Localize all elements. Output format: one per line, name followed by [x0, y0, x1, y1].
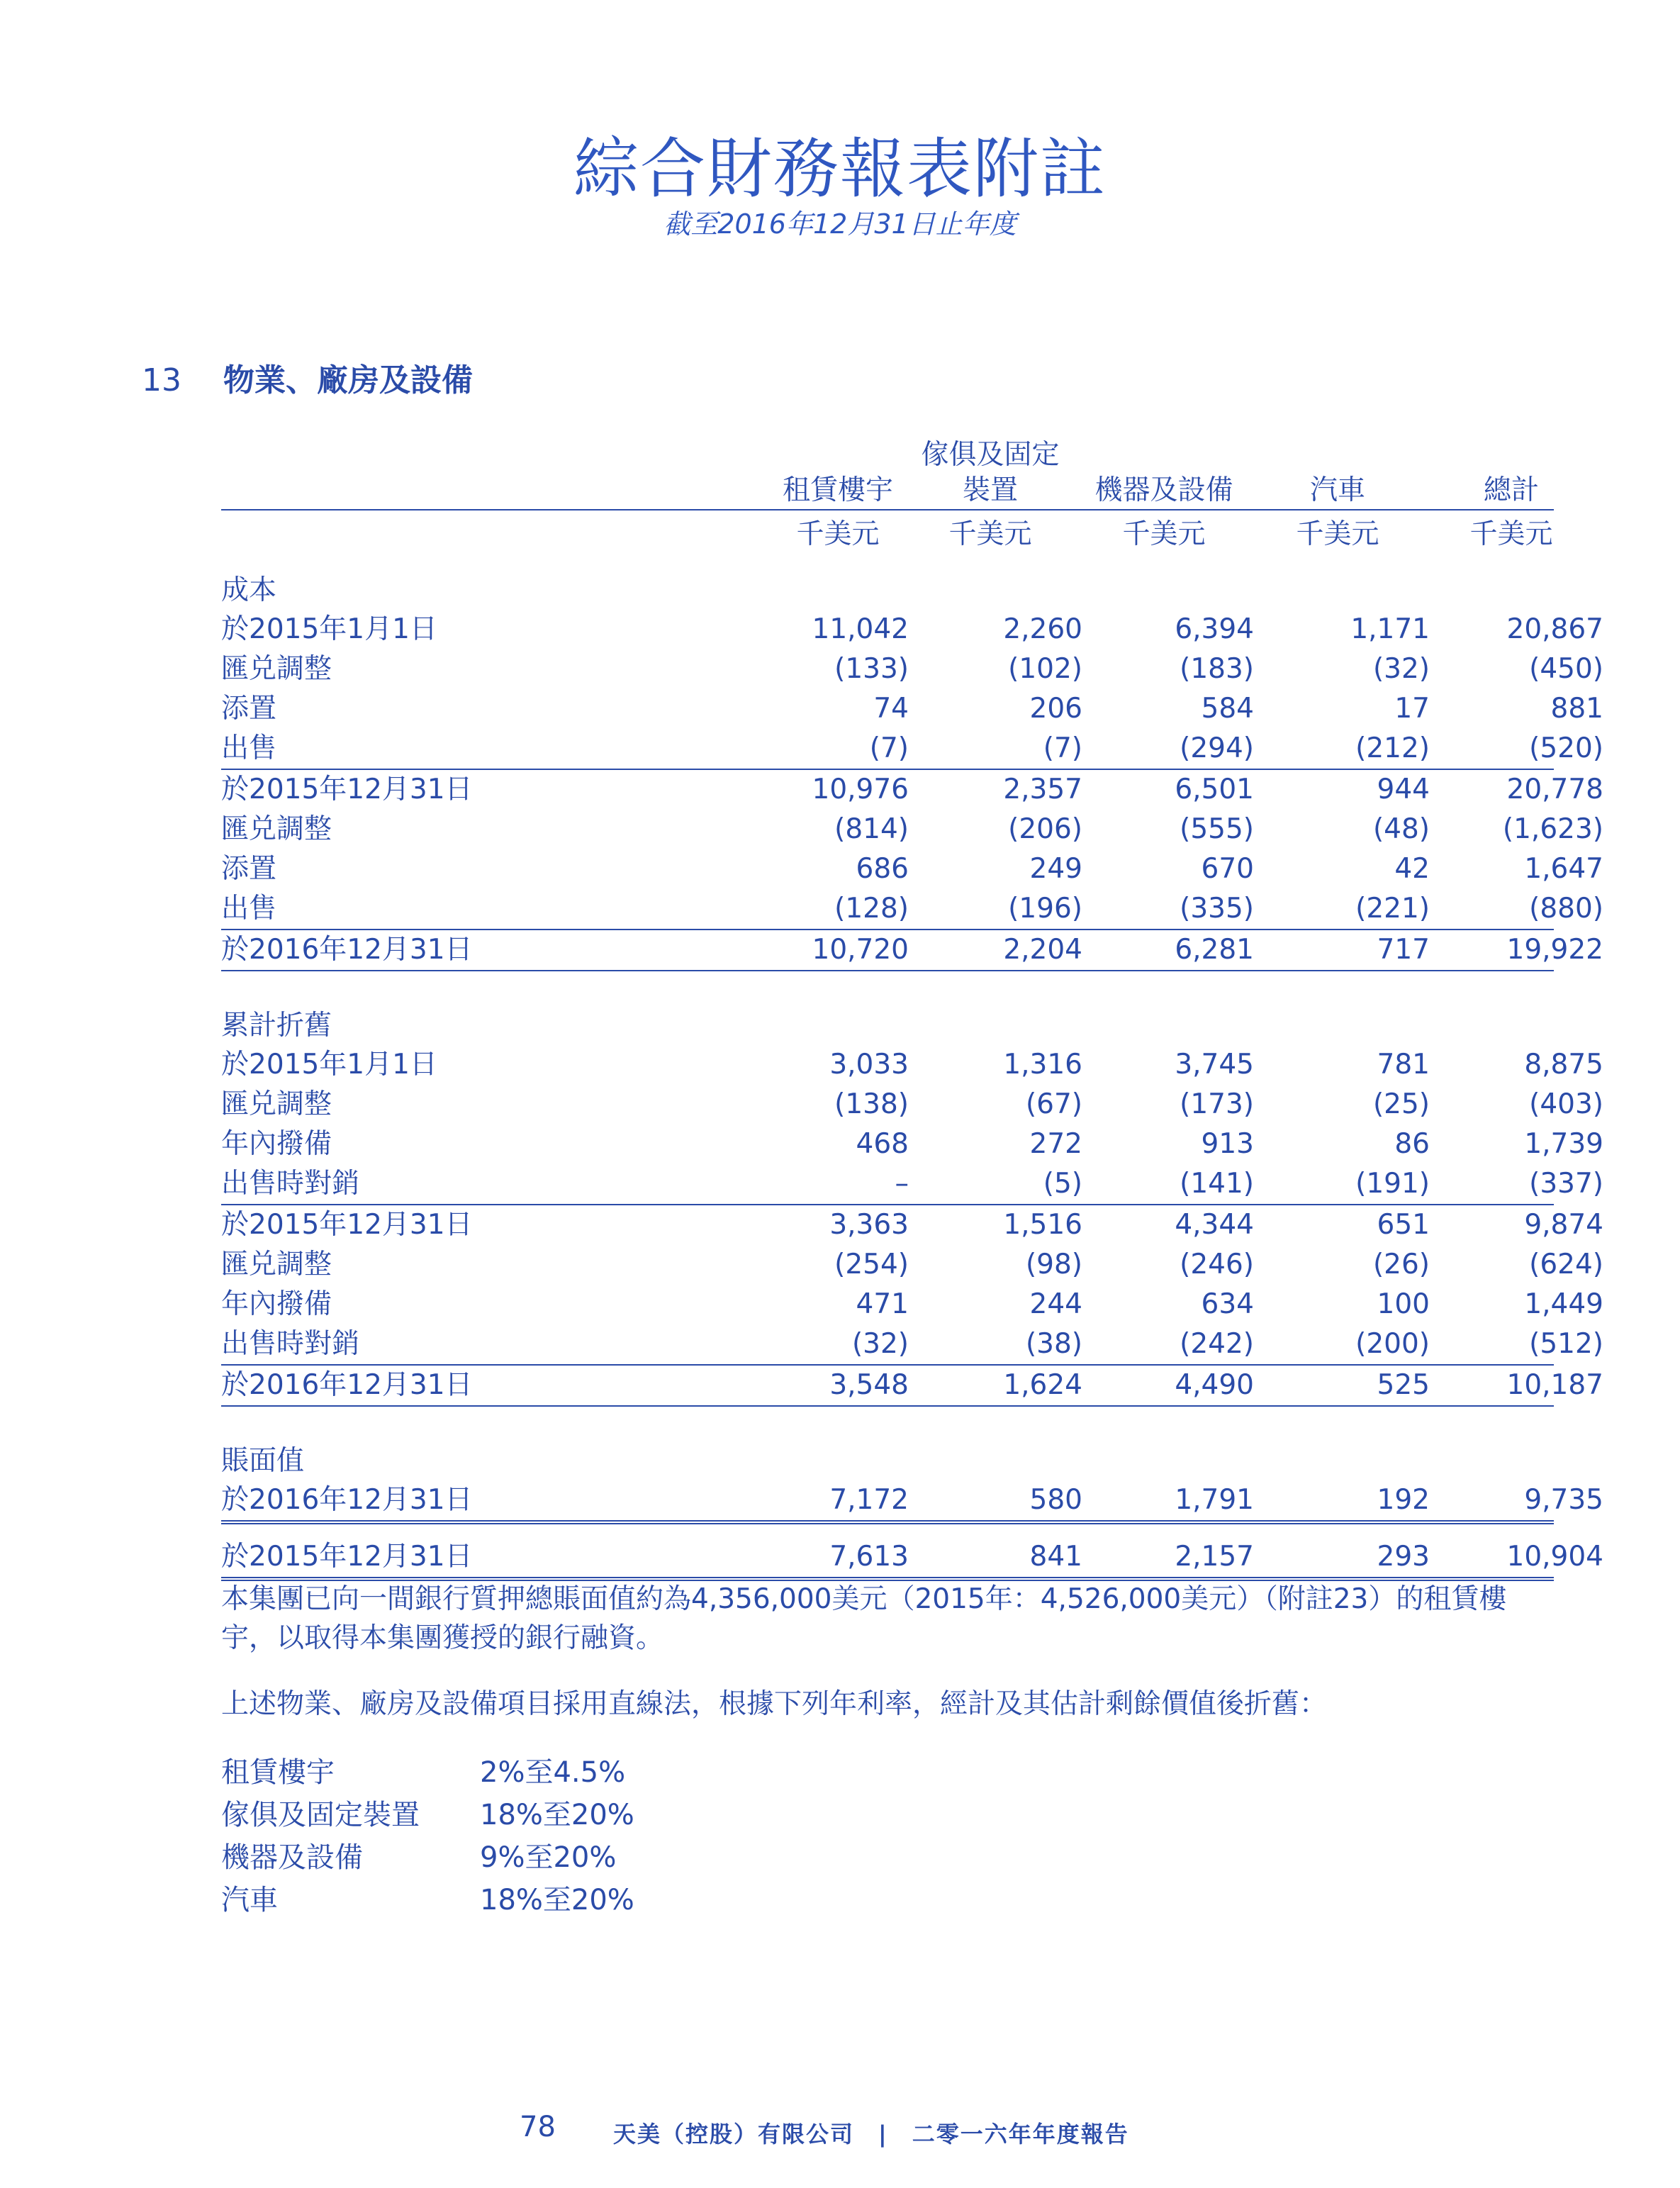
cell-value: 3,548	[829, 1369, 909, 1401]
table-row	[221, 1324, 1603, 1364]
header-rule	[221, 509, 1554, 510]
cell-value: 6,281	[1175, 934, 1254, 966]
depreciation-section-title	[221, 995, 1554, 1045]
cell-value: (38)	[1025, 1328, 1082, 1360]
table-row	[221, 929, 1603, 971]
cell-value: 634	[1201, 1288, 1254, 1320]
cell-value: 6,501	[1175, 774, 1254, 805]
cell-value: 19,922	[1506, 934, 1603, 966]
rate-value: 18%至20%	[480, 1884, 634, 1916]
table-row	[221, 1124, 1603, 1164]
cell-value: 651	[1377, 1209, 1430, 1241]
cell-value: (32)	[851, 1328, 909, 1360]
table-row	[221, 1045, 1603, 1085]
cell-value: 7,172	[829, 1484, 909, 1516]
row-label: 添置	[221, 693, 277, 725]
table-row	[221, 649, 1603, 689]
cell-value: 525	[1377, 1369, 1430, 1401]
cell-value: 206	[1029, 693, 1082, 725]
table-row	[221, 769, 1603, 810]
cell-value: 20,778	[1506, 774, 1603, 805]
cell-value: 74	[873, 693, 909, 725]
cell-value: 9,735	[1524, 1484, 1603, 1516]
cell-value: 7,613	[829, 1541, 909, 1573]
column-header-line2: 租賃樓宇	[782, 474, 893, 506]
cell-value: 2,157	[1175, 1541, 1254, 1573]
cell-value: (196)	[1008, 893, 1082, 925]
cell-value: 20,867	[1506, 613, 1603, 645]
cell-value: 244	[1029, 1288, 1082, 1320]
cell-value: 2,357	[1003, 774, 1082, 805]
cell-value: (200)	[1355, 1328, 1430, 1360]
section-label: 成本	[221, 574, 277, 606]
cell-value: (102)	[1008, 653, 1082, 685]
cell-value: (173)	[1180, 1088, 1254, 1120]
row-label: 出售	[221, 893, 277, 925]
cell-value: 944	[1377, 774, 1430, 805]
cell-value: (337)	[1529, 1168, 1603, 1200]
cell-value: (191)	[1355, 1168, 1430, 1200]
cell-value: (7)	[869, 732, 909, 764]
rate-asset-name: 租賃樓宇	[221, 1756, 335, 1789]
table-row	[221, 1085, 1603, 1124]
row-label: 出售	[221, 732, 277, 764]
table-row	[221, 1164, 1603, 1204]
cell-value: 1,739	[1524, 1128, 1603, 1160]
cell-value: (512)	[1529, 1328, 1603, 1360]
column-unit: 千美元	[796, 518, 880, 550]
cell-value: 1,647	[1524, 853, 1603, 885]
row-label: 年內撥備	[221, 1288, 332, 1320]
table-row	[221, 610, 1603, 649]
cell-value: (520)	[1529, 732, 1603, 764]
section-label: 賬面值	[221, 1445, 305, 1477]
cell-value: 100	[1377, 1288, 1430, 1320]
cell-value: (32)	[1372, 653, 1430, 685]
cell-value: 2,260	[1003, 613, 1082, 645]
cell-value: (25)	[1372, 1088, 1430, 1120]
row-label: 於2016年12月31日	[221, 934, 473, 966]
cell-value: 249	[1029, 853, 1082, 885]
page-subtitle: 截至2016年12月31日止年度	[663, 208, 1017, 240]
cell-value: 17	[1394, 693, 1430, 725]
row-label: 匯兑調整	[221, 1249, 332, 1280]
section-number: 13	[142, 362, 181, 398]
cell-value: 580	[1029, 1484, 1082, 1516]
rate-asset-name: 機器及設備	[221, 1841, 363, 1874]
section-gap	[221, 1407, 1554, 1431]
cell-value: (1,623)	[1502, 813, 1603, 845]
column-header-total	[1391, 432, 1632, 508]
column-header-line2: 機器及設備	[1094, 474, 1233, 506]
rate-value: 18%至20%	[480, 1799, 634, 1831]
table-row	[221, 849, 1603, 889]
rate-value: 9%至20%	[480, 1841, 617, 1874]
table-row	[221, 1285, 1603, 1324]
cell-value: 1,171	[1350, 613, 1430, 645]
cost-section-title	[221, 560, 1554, 610]
table-row	[221, 1480, 1603, 1524]
cell-value: (98)	[1025, 1249, 1082, 1280]
cell-value: 9,874	[1524, 1209, 1603, 1241]
cell-value: (7)	[1043, 732, 1082, 764]
cell-value: (206)	[1008, 813, 1082, 845]
row-label: 於2015年1月1日	[221, 613, 437, 645]
column-header-line2: 汽車	[1309, 474, 1365, 506]
table-row	[221, 889, 1603, 929]
table-row	[221, 729, 1603, 769]
page-number: 78	[520, 2111, 556, 2143]
footer-company: 天美（控股）有限公司 | 二零一六年年度報告	[613, 2121, 1129, 2148]
cell-value: (624)	[1529, 1249, 1603, 1280]
cell-value: 717	[1377, 934, 1430, 966]
cell-value: 781	[1377, 1049, 1430, 1081]
cell-value: (212)	[1355, 732, 1430, 764]
cell-value: (814)	[834, 813, 909, 845]
rate-asset-name: 汽車	[221, 1884, 278, 1916]
table-row	[221, 1204, 1603, 1245]
cell-value: 10,904	[1506, 1541, 1603, 1573]
cell-value: 192	[1377, 1484, 1430, 1516]
cell-value: 8,875	[1524, 1049, 1603, 1081]
cell-value: 913	[1201, 1128, 1254, 1160]
row-label: 於2015年12月31日	[221, 1541, 473, 1573]
table-body	[221, 560, 1603, 1581]
cell-value: (48)	[1372, 813, 1430, 845]
depreciation-note: 上述物業、廠房及設備項目採用直線法，根據下列年利率，經計及其估計剩餘價值後折舊：	[221, 1688, 1328, 1720]
row-label: 年內撥備	[221, 1128, 332, 1160]
row-label: 出售時對銷	[221, 1168, 360, 1200]
row-label: 於2015年1月1日	[221, 1049, 437, 1081]
cell-value: (880)	[1529, 893, 1603, 925]
cell-value: –	[895, 1168, 909, 1200]
cell-value: 3,745	[1175, 1049, 1254, 1081]
cell-value: 1,316	[1003, 1049, 1082, 1081]
cell-value: 881	[1550, 693, 1603, 725]
cell-value: 841	[1029, 1541, 1082, 1573]
cell-value: (450)	[1529, 653, 1603, 685]
rate-asset-name: 傢俱及固定裝置	[221, 1799, 420, 1831]
cell-value: (141)	[1180, 1168, 1254, 1200]
cell-value: 471	[856, 1288, 909, 1320]
column-header-line2: 裝置	[962, 474, 1018, 506]
row-label: 匯兑調整	[221, 1088, 332, 1120]
cell-value: 42	[1394, 853, 1430, 885]
cell-value: 1,449	[1524, 1288, 1603, 1320]
cell-value: 2,204	[1003, 934, 1082, 966]
cell-value: 670	[1201, 853, 1254, 885]
cell-value: 11,042	[812, 613, 909, 645]
cell-value: (5)	[1043, 1168, 1082, 1200]
row-label: 於2015年12月31日	[221, 774, 473, 805]
cell-value: 272	[1029, 1128, 1082, 1160]
row-label: 於2015年12月31日	[221, 1209, 473, 1241]
table-row	[221, 1537, 1603, 1581]
rate-value: 2%至4.5%	[480, 1756, 626, 1789]
cell-value: (254)	[834, 1249, 909, 1280]
cell-value: 686	[856, 853, 909, 885]
column-unit: 千美元	[1296, 518, 1379, 550]
section-heading	[142, 355, 473, 400]
cell-value: 1,791	[1175, 1484, 1254, 1516]
cell-value: (128)	[834, 893, 909, 925]
table-row	[221, 1245, 1603, 1285]
column-unit: 千美元	[948, 518, 1032, 550]
cell-value: 293	[1377, 1541, 1430, 1573]
cell-value: 1,516	[1003, 1209, 1082, 1241]
column-header-line2: 總計	[1483, 474, 1539, 506]
table-row	[221, 810, 1603, 849]
cell-value: (555)	[1180, 813, 1254, 845]
pledge-note: 本集團已向一間銀行質押總賬面值約為4,356,000美元（2015年：4,526,000美元）（附註23）的租賃樓宇，以取得本集團獲授的銀行融資。	[221, 1583, 1507, 1654]
section-title: 物業、廠房及設備	[223, 362, 473, 398]
column-unit: 千美元	[1469, 518, 1553, 550]
cell-value: (183)	[1180, 653, 1254, 685]
cell-value: 10,976	[812, 774, 909, 805]
cell-value: 3,363	[829, 1209, 909, 1241]
column-unit: 千美元	[1122, 518, 1206, 550]
cell-value: (242)	[1180, 1328, 1254, 1360]
cell-value: (335)	[1180, 893, 1254, 925]
cell-value: (26)	[1372, 1249, 1430, 1280]
section-gap	[221, 971, 1554, 995]
cell-value: 10,720	[812, 934, 909, 966]
cell-value: (133)	[834, 653, 909, 685]
row-label: 匯兑調整	[221, 653, 332, 685]
row-label: 於2016年12月31日	[221, 1369, 473, 1401]
row-label: 添置	[221, 853, 277, 885]
row-label: 出售時對銷	[221, 1328, 360, 1360]
column-header-line1	[1391, 432, 1632, 468]
cell-value: 86	[1394, 1128, 1430, 1160]
cell-value: (221)	[1355, 893, 1430, 925]
cell-value: 468	[856, 1128, 909, 1160]
table-row	[221, 689, 1603, 729]
cell-value: (294)	[1180, 732, 1254, 764]
cell-value: (67)	[1025, 1088, 1082, 1120]
table-row	[221, 1364, 1603, 1407]
cell-value: 4,344	[1175, 1209, 1254, 1241]
column-header-line1: 傢俱及固定	[921, 439, 1060, 471]
cell-value: (138)	[834, 1088, 909, 1120]
cell-value: (246)	[1180, 1249, 1254, 1280]
page-title: 綜合財務報表附註	[573, 131, 1107, 207]
row-label: 匯兑調整	[221, 813, 332, 845]
cell-value: 584	[1201, 693, 1254, 725]
cell-value: 1,624	[1003, 1369, 1082, 1401]
cell-value: 6,394	[1175, 613, 1254, 645]
book-value-section-title	[221, 1431, 1554, 1480]
cell-value: 3,033	[829, 1049, 909, 1081]
cell-value: 10,187	[1506, 1369, 1603, 1401]
row-label: 於2016年12月31日	[221, 1484, 473, 1516]
cell-value: (403)	[1529, 1088, 1603, 1120]
cell-value: 4,490	[1175, 1369, 1254, 1401]
section-label: 累計折舊	[221, 1010, 332, 1042]
